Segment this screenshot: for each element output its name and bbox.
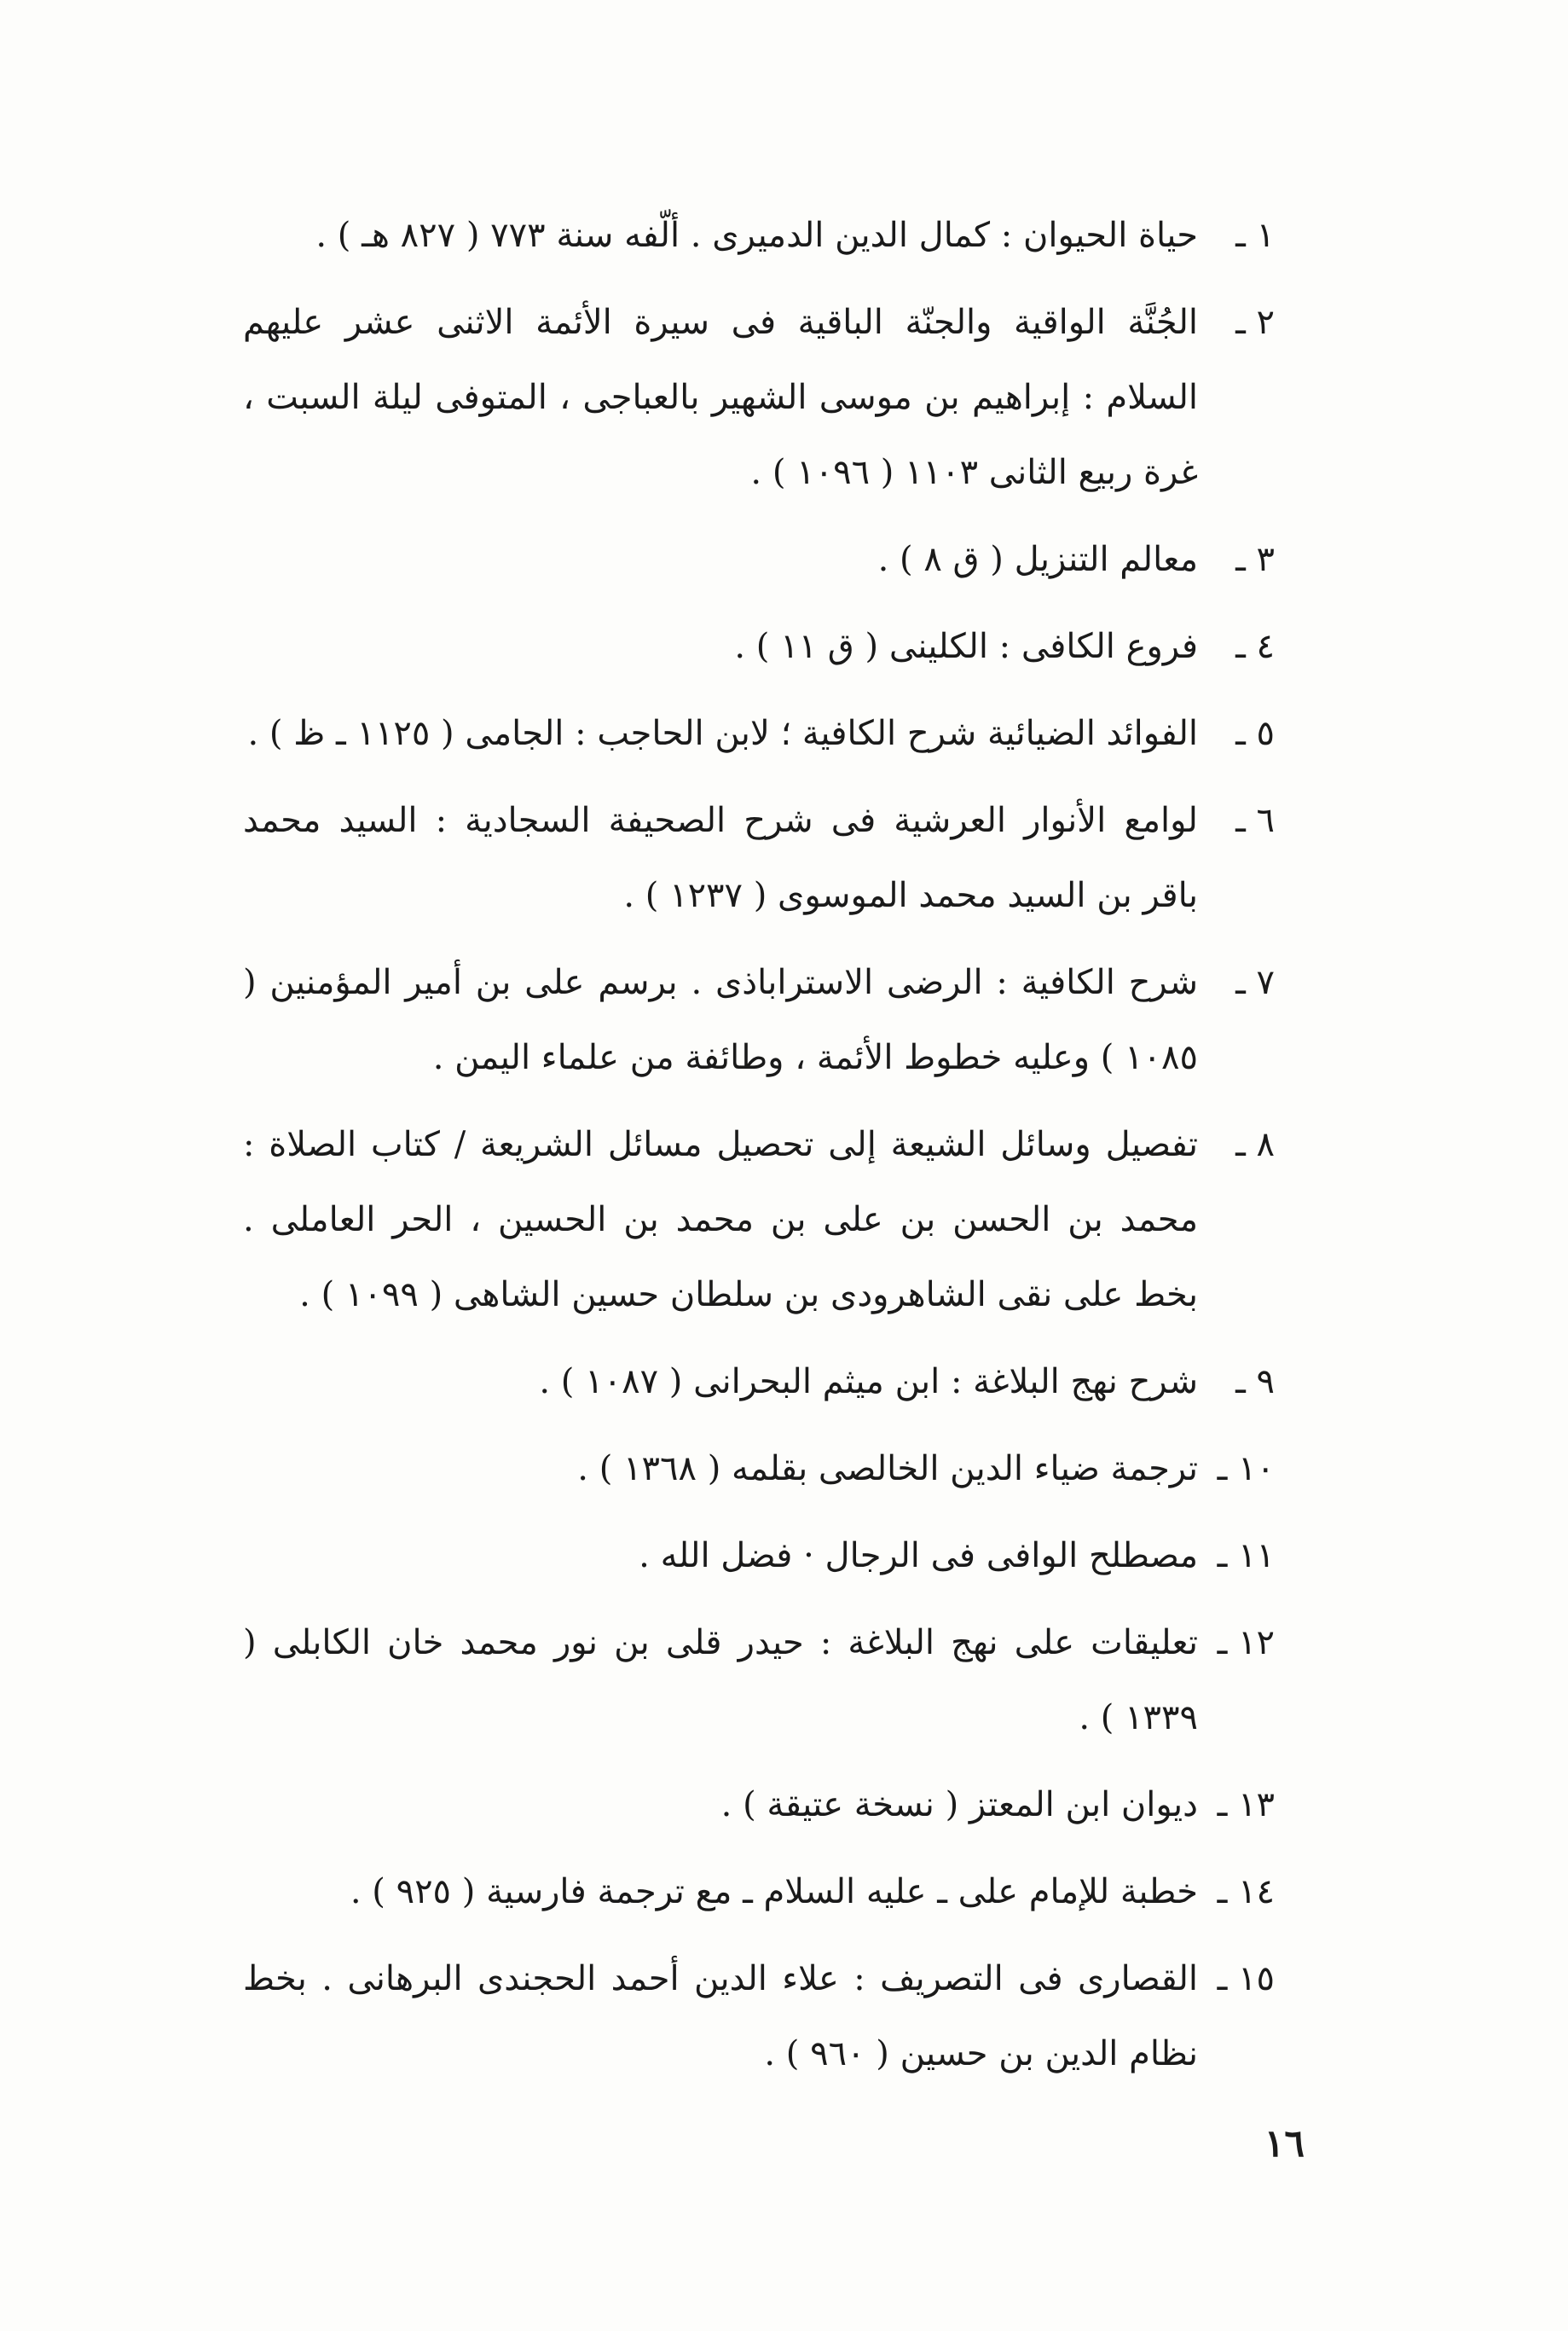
entry-number: ٦ ـ xyxy=(1235,801,1275,840)
entry-text: لوامع الأنوار العرشية فى شرح الصحيفة السجادية : السيد محمد باقر بن السيد محمد الموسوى ( ١٢٣٧ ) . xyxy=(243,801,1198,915)
list-item xyxy=(243,783,1275,933)
entry-text: الفوائد الضيائية شرح الكافية ؛ لابن الحاجب : الجامى ( ١١٢٥ ـ ظ ) . xyxy=(247,714,1198,753)
entry-number: ٨ ـ xyxy=(1235,1125,1275,1164)
entry-number: ١٠ ـ xyxy=(1217,1449,1275,1488)
entry-number: ٣ ـ xyxy=(1235,540,1275,579)
list-item xyxy=(243,1431,1275,1506)
list-item xyxy=(243,1518,1275,1593)
entry-text: تفصيل وسائل الشيعة إلى تحصيل مسائل الشريعة / كتاب الصلاة : محمد بن الحسن بن على بن محمد بن الحسين ، الحر العاملى . بخط على نقى الشاهرودى بن سلطان حسين الشاهى ( ١٠٩٩ ) . xyxy=(243,1125,1198,1314)
entry-number: ٧ ـ xyxy=(1235,963,1275,1002)
list-item xyxy=(243,1941,1275,2091)
list-item xyxy=(243,1767,1275,1842)
list-item xyxy=(243,1107,1275,1332)
entry-text: حياة الحيوان : كمال الدين الدميرى . ألّفه سنة ٧٧٣ ( ٨٢٧ هـ ) . xyxy=(315,216,1198,255)
list-item xyxy=(243,696,1275,771)
entry-number: ١١ ـ xyxy=(1217,1536,1275,1575)
entry-text: ديوان ابن المعتز ( نسخة عتيقة ) . xyxy=(720,1785,1198,1824)
entry-text: الجُنَّة الواقية والجنّة الباقية فى سيرة الأئمة الاثنى عشر عليهم السلام : إبراهيم بن موسى الشهير بالعباجى ، المتوفى ليلة السبت ، غرة ربيع الثانى ١١٠٣ ( ١٠٩٦ ) . xyxy=(243,303,1198,492)
entry-number: ٢ ـ xyxy=(1235,303,1275,342)
list-item xyxy=(243,198,1275,273)
entry-number: ٥ ـ xyxy=(1235,714,1275,753)
entry-text: شرح نهج البلاغة : ابن ميثم البحرانى ( ١٠٨٧ ) . xyxy=(539,1362,1198,1401)
entry-text: فروع الكافى : الكلينى ( ق ١١ ) . xyxy=(734,627,1198,666)
entry-number: ١٢ ـ xyxy=(1217,1623,1275,1662)
entry-number: ١٥ ـ xyxy=(1217,1959,1275,1998)
list-item xyxy=(243,1854,1275,1929)
list-item xyxy=(243,1344,1275,1419)
entry-text: شرح الكافية : الرضى الاستراباذى . برسم على بن أمير المؤمنين ( ١٠٨٥ ) وعليه خطوط الأئمة ، وطائفة من علماء اليمن . xyxy=(243,963,1198,1077)
list-item xyxy=(243,1605,1275,1755)
entry-text: خطبة للإمام على ـ عليه السلام ـ مع ترجمة فارسية ( ٩٢٥ ) . xyxy=(350,1872,1198,1911)
list-item xyxy=(243,945,1275,1095)
entry-text: تعليقات على نهج البلاغة : حيدر قلى بن نور محمد خان الكابلى ( ١٣٣٩ ) . xyxy=(243,1623,1198,1737)
manuscript-list xyxy=(243,198,1275,2091)
entry-number: ١ ـ xyxy=(1235,216,1275,255)
list-item xyxy=(243,522,1275,597)
entry-number: ١٣ ـ xyxy=(1217,1785,1275,1824)
entry-number: ٤ ـ xyxy=(1235,627,1275,666)
entry-text: مصطلح الوافى فى الرجال · فضل الله . xyxy=(639,1536,1198,1575)
page-number: ١٦ xyxy=(1264,2122,1305,2166)
entry-text: ترجمة ضياء الدين الخالصى بقلمه ( ١٣٦٨ ) . xyxy=(577,1449,1198,1488)
list-item xyxy=(243,285,1275,510)
entry-text: معالم التنزيل ( ق ٨ ) . xyxy=(877,540,1198,579)
entry-number: ٩ ـ xyxy=(1235,1362,1275,1401)
list-item xyxy=(243,609,1275,684)
entry-number: ١٤ ـ xyxy=(1217,1872,1275,1911)
entry-text: القصارى فى التصريف : علاء الدين أحمد الحجندى البرهانى . بخط نظام الدين بن حسين ( ٩٦٠ ) . xyxy=(243,1959,1198,2073)
